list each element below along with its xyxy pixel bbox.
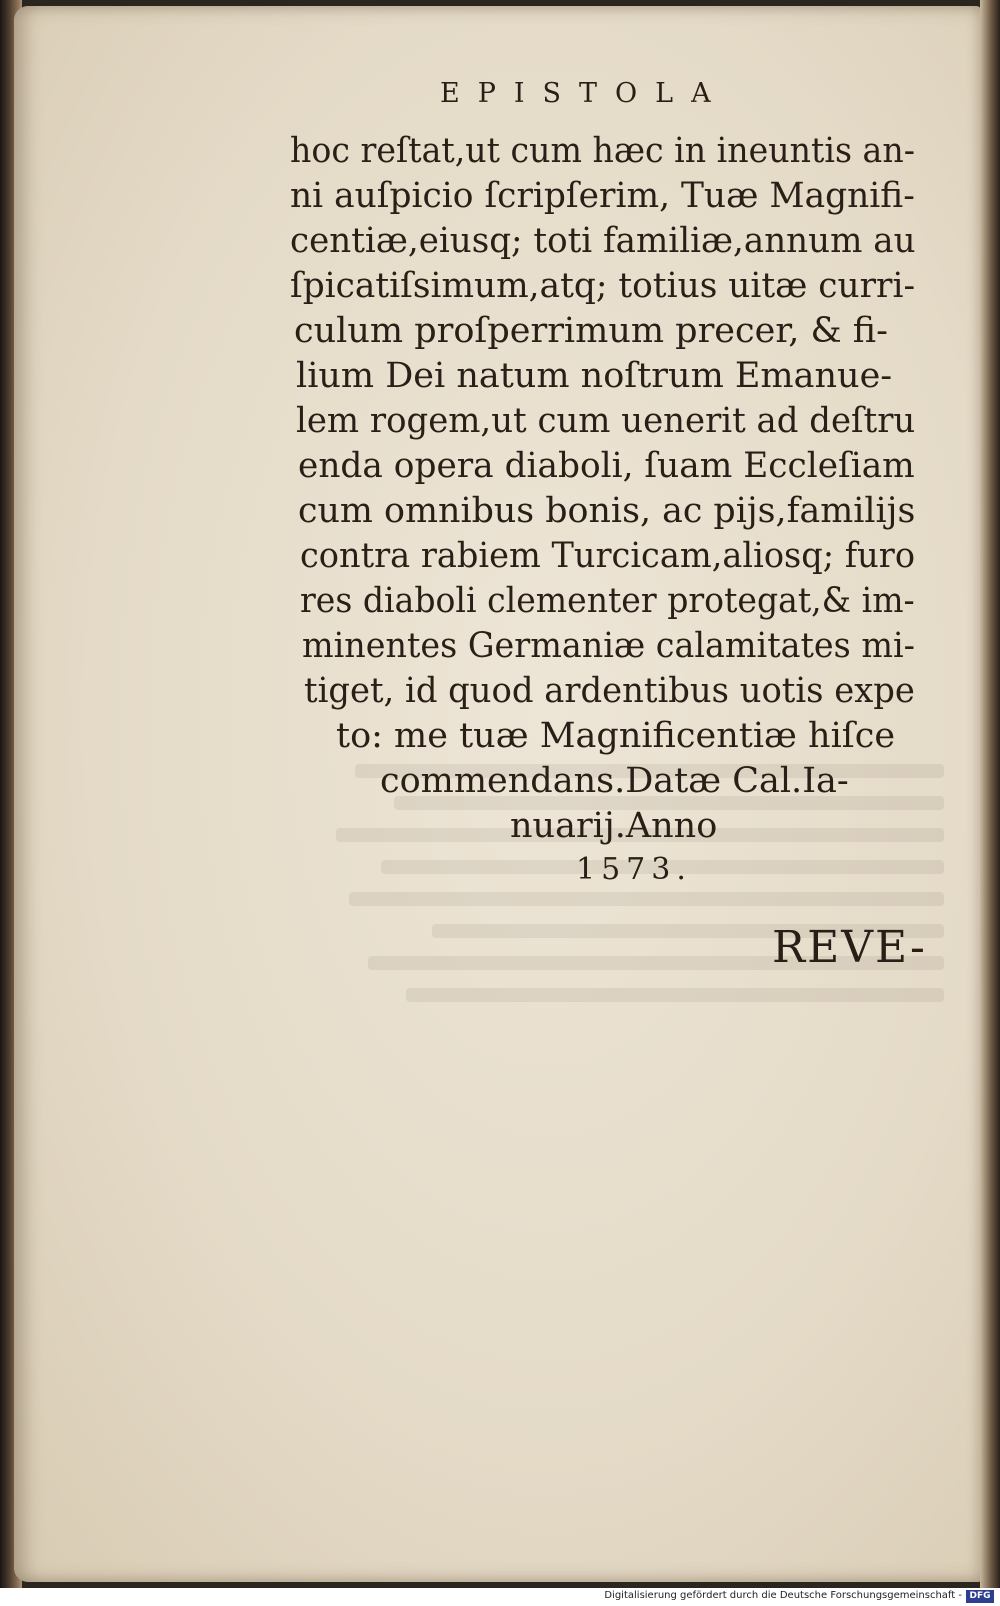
text-line: lem rogem,ut cum uenerit ad deſtru: [296, 401, 916, 441]
text-line: hoc reſtat,ut cum hæc in ineuntis an-: [290, 131, 915, 171]
text-line: contra rabiem Turcicam,aliosq; furo: [300, 536, 916, 576]
text-line: cum omnibus bonis, ac pijs,familijs: [298, 491, 916, 531]
footer-credit: Digitalisierung gefördert durch die Deutsche Forschungsgemeinschaft -: [604, 1590, 962, 1601]
dfg-logo: DFG: [966, 1590, 994, 1603]
text-line: res diaboli clementer protegat,& im-: [300, 581, 915, 621]
year-line: 1573.: [576, 852, 692, 887]
text-line: tiget, id quod ardentibus uotis expe: [304, 671, 915, 711]
text-line: ſpicatiſsimum,atq; totius uitæ curri-: [290, 266, 916, 306]
text-line: nuarij.Anno: [510, 806, 718, 846]
text-line: enda opera diaboli, ſuam Eccleſiam: [298, 446, 915, 486]
text-line: lium Dei natum noſtrum Emanue-: [296, 356, 893, 396]
text-line: to: me tuæ Magnificentiæ hiſce: [336, 716, 896, 756]
page-right-edge: [980, 0, 1000, 1588]
text-line: centiæ,eiusq; toti familiæ,annum au: [290, 221, 916, 261]
text-line: ni auſpicio ſcripſerim, Tuæ Magnifi-: [290, 176, 915, 216]
running-head: EPISTOLA: [440, 78, 729, 109]
catchword: REVE-: [772, 922, 927, 973]
text-line: culum proſperrimum precer, & fi-: [294, 311, 888, 351]
text-line: minentes Germaniæ calamitates mi-: [302, 626, 915, 666]
text-line: commendans.Datæ Cal.Ia-: [380, 761, 849, 801]
digitization-footer: [0, 1588, 1000, 1606]
